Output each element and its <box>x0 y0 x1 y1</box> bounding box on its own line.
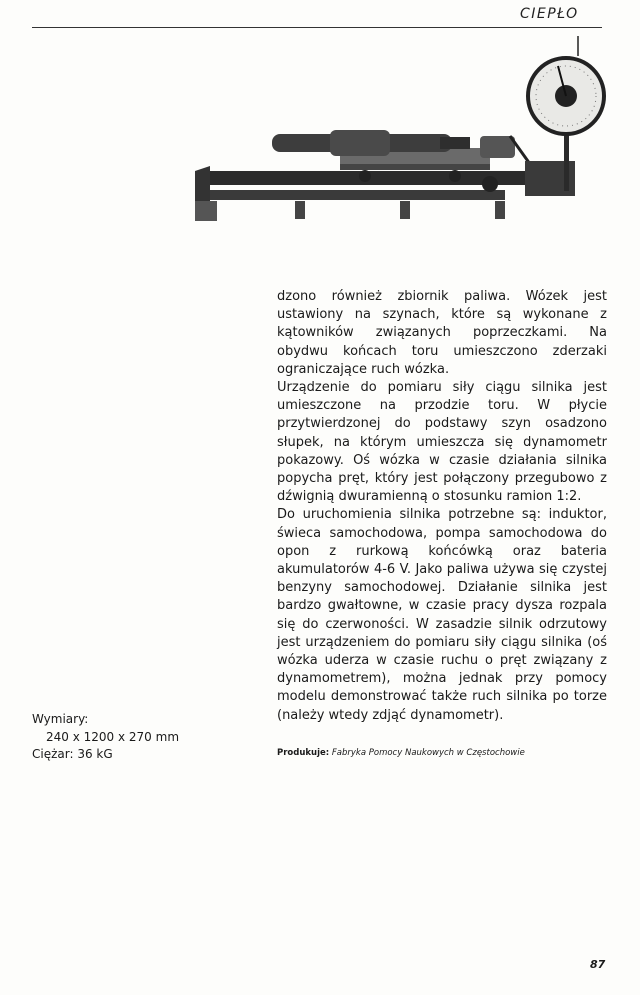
producer-label: Produkuje: <box>277 748 330 758</box>
producer-name: Fabryka Pomocy Naukowych w Częstochowie <box>331 748 525 758</box>
weight-line <box>32 746 232 764</box>
paragraph: Do uruchomienia silnika potrzebne są: induktor, świeca samochodowa, pompa samochodowa do opon z rurkową końcówką oraz bateria akumulatorów 4-6 V. Jako paliwa używa się czystej benzyny samochodowej. Działanie silnika jest bardzo gwałtowne, w czasie pracy dysza rozpala się do czerwoności. W zasadzie silnik odrzutowy jest urządzeniem do pomiaru siły ciągu silnika (oś wózka uderza w czasie ruchu o pręt związany z dynamometrem), można jednak przy pomocy modelu demonstrować także ruch silnika po torze (należy wtedy zdjąć dynamometr). <box>277 507 607 723</box>
thrust-measurement-apparatus-photo <box>190 36 620 226</box>
page-number: 87 <box>590 958 606 971</box>
weight-value: 36 kG <box>77 747 113 761</box>
specifications <box>32 711 232 764</box>
weight-label: Ciężar: <box>32 747 74 761</box>
body-text <box>277 288 607 725</box>
paragraph: dzono również zbiornik paliwa. Wózek jest ustawiony na szynach, które są wykonane z kątowników związanych poprzeczkami. Na obydwu końcach toru umieszczono zderzaki ograniczające ruch wózka. <box>277 289 607 377</box>
header-rule <box>32 27 602 28</box>
dimensions-label: Wymiary: <box>32 712 89 726</box>
section-title: CIEPŁO <box>520 6 579 22</box>
producer-line <box>277 748 607 758</box>
paragraph: Urządzenie do pomiaru siły ciągu silnika jest umieszczone na przodzie toru. W płycie przytwierdzonej do podstawy szyn osadzono słupek, na którym umieszcza się dynamometr pokazowy. Oś wózka w czasie działania silnika popycha pręt, który jest połączony przegubowo z dźwignią dwuramienną o stosunku ramion 1:2. <box>277 380 607 505</box>
dimensions-value: 240 x 1200 x 270 mm <box>46 729 180 744</box>
